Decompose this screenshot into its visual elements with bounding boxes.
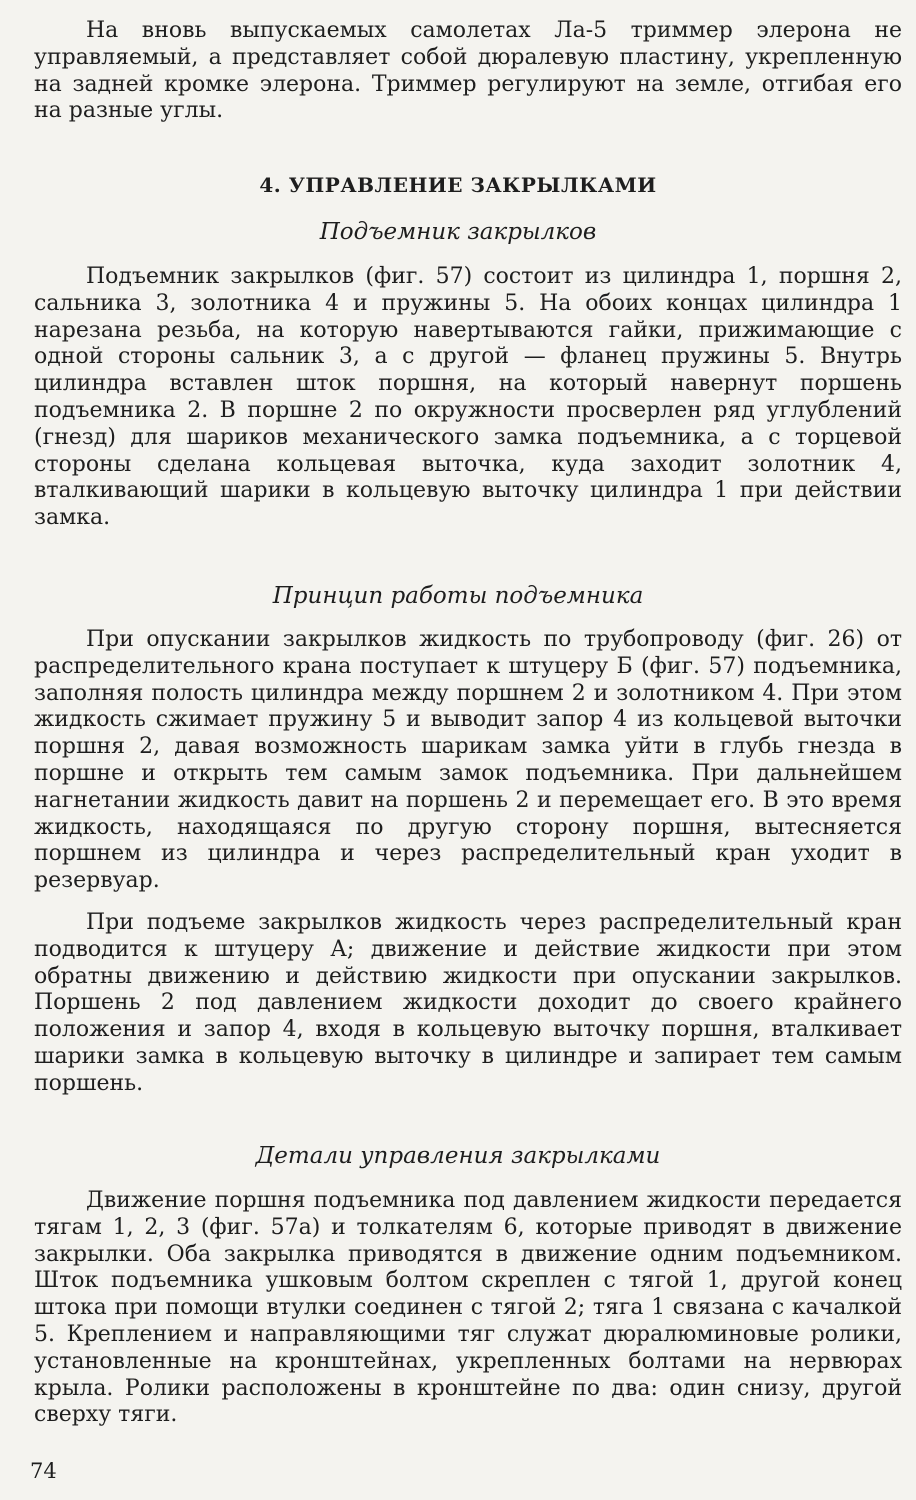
subsection-title-lift: Подъемник закрылков (319, 219, 597, 245)
page-number: 74 (30, 1459, 57, 1483)
section-title: 4. УПРАВЛЕНИЕ ЗАКРЫЛКАМИ (259, 173, 657, 197)
principle-paragraph-1: При опускании закрылков жидкость по трубопроводу (фиг. 26) от распределительного крана поступает к штуцеру Б (фиг. 57) подъемника, заполняя полость цилиндра между поршнем 2 и золотником 4. При этом жидкость сжимает пружину 5 и выводит запор 4 из кольцевой выточки поршня 2, давая возможность шарикам замка уйти в глубь гнезда в поршне и открыть тем самым замок подъемника. При дальнейшем нагнетании жидкость давит на поршень 2 и перемещает его. В это время жидкость, находящаяся по другую сторону поршня, вытесняется поршнем из цилиндра и через распределительный кран уходит в резервуар. (34, 627, 902, 894)
subsection-title-details: Детали управления закрылками (255, 1143, 661, 1169)
details-paragraph: Движение поршня подъемника под давлением жидкости передается тягам 1, 2, 3 (фиг. 57а) и толкателям 6, которые приводят в движение закрылки. Оба закрылка приводятся в движение одним подъемником. Шток подъемника ушковым болтом скреплен с тягой 1, другой конец штока при помощи втулки соединен с тягой 2; тяга 1 связана с качалкой 5. Креплением и направляющими тяг служат дюралюминовые ролики, установленные на кронштейнах, укрепленных болтами на нервюрах крыла. Ролики расположены в кронштейне по два: один снизу, другой сверху тяги. (34, 1188, 902, 1428)
principle-paragraph-2: При подъеме закрылков жидкость через распределительный кран подводится к штуцеру А; движение и действие жидкости при этом обратны движению и действию жидкости при опускании закрылков. Поршень 2 под давлением жидкости доходит до своего крайнего положения и запор 4, входя в кольцевую выточку поршня, вталкивает шарики замка в кольцевую выточку в цилиндре и запирает тем самым поршень. (34, 910, 902, 1096)
lift-paragraph: Подъемник закрылков (фиг. 57) состоит из цилиндра 1, поршня 2, сальника 3, золотника 4 и пружины 5. На обоих концах цилиндра 1 нарезана резьба, на которую навертываются гайки, прижимающие с одной стороны сальник 3, а с другой — фланец пружины 5. Внутрь цилиндра вставлен шток поршня, на который навернут поршень подъемника 2. В поршне 2 по окружности просверлен ряд углублений (гнезд) для шариков механического замка подъемника, а с торцевой стороны сделана кольцевая выточка, куда заходит золотник 4, вталкивающий шарики в кольцевую выточку цилиндра 1 при действии замка. (34, 264, 902, 531)
intro-paragraph: На вновь выпускаемых самолетах Ла-5 триммер элерона не управляемый, а представляет собой дюралевую пластину, укрепленную на задней кромке элерона. Триммер регулируют на земле, отгибая его на разные углы. (34, 18, 902, 124)
subsection-title-principle: Принцип работы подъемника (272, 583, 644, 609)
